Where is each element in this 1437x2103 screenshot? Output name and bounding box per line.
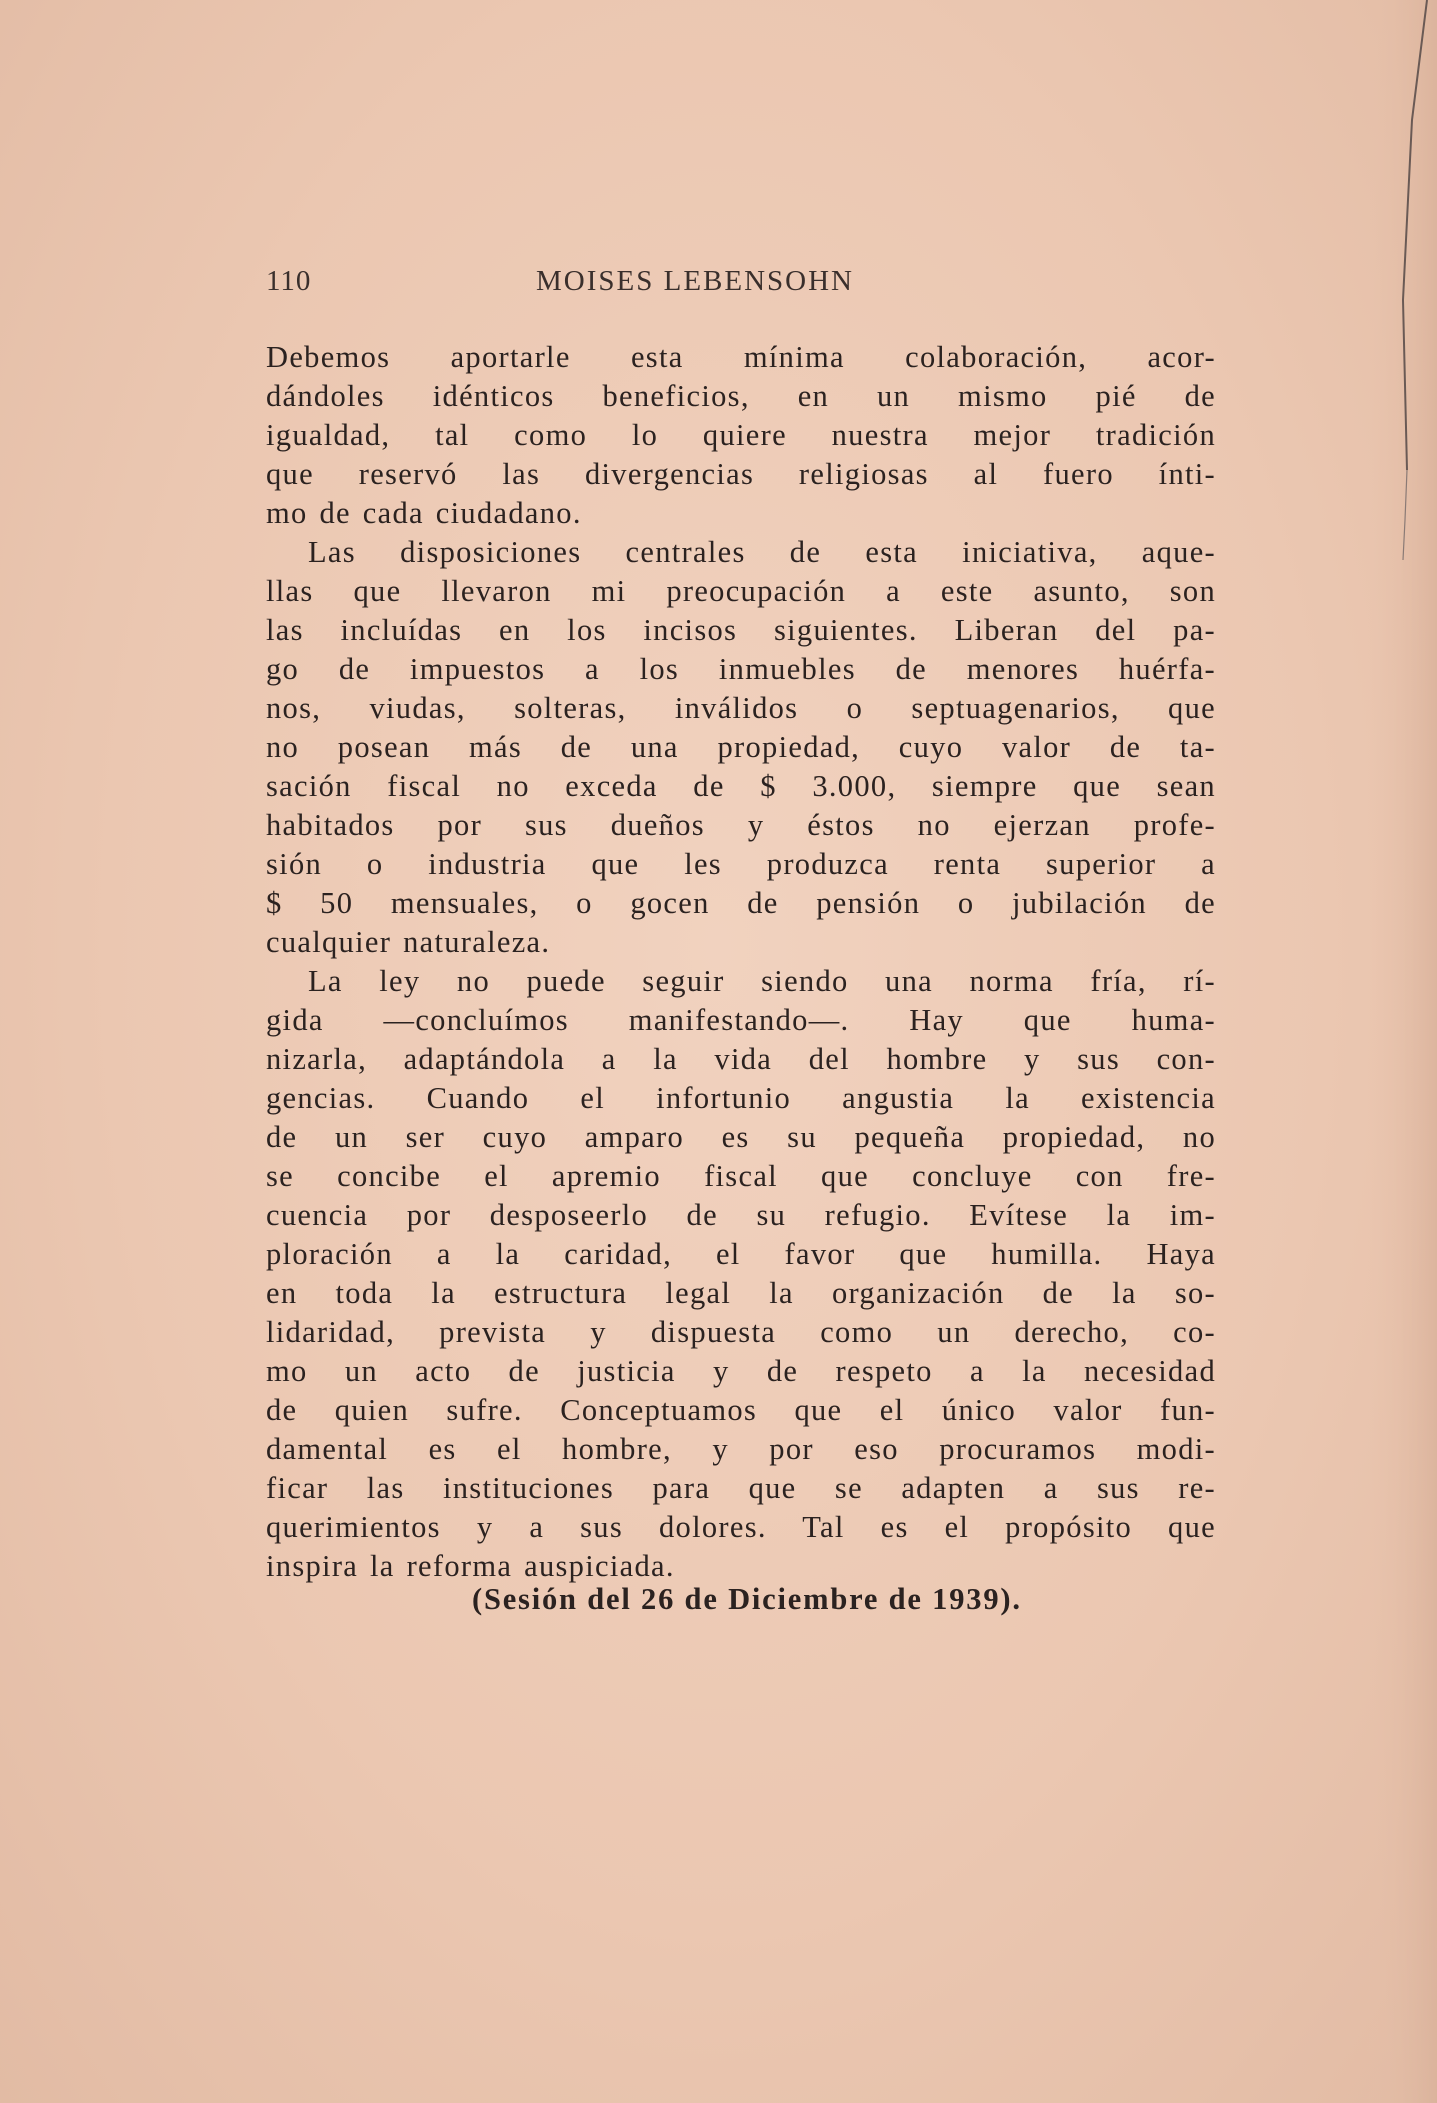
text-line: las incluídas en los incisos siguientes. Liberan del pa- <box>266 613 1216 647</box>
text-line: que reservó las divergencias religiosas al fuero ínti- <box>266 457 1216 491</box>
text-line: querimientos y a sus dolores. Tal es el propósito que <box>266 1510 1216 1544</box>
text-line: go de impuestos a los inmuebles de menores huérfa- <box>266 652 1216 686</box>
text-line: en toda la estructura legal la organización de la so- <box>266 1276 1216 1310</box>
text-line: $ 50 mensuales, o gocen de pensión o jubilación de <box>266 886 1216 920</box>
text-line: La ley no puede seguir siendo una norma fría, rí- <box>308 964 1216 998</box>
text-line: gida —concluímos manifestando—. Hay que huma- <box>266 1003 1216 1037</box>
text-line: sión o industria que les produzca renta superior a <box>266 847 1216 881</box>
text-line: nos, viudas, solteras, inválidos o septuagenarios, que <box>266 691 1216 725</box>
paragraph-1 <box>266 338 1216 533</box>
text-line: nizarla, adaptándola a la vida del hombre y sus con- <box>266 1042 1216 1076</box>
running-header <box>266 265 1226 305</box>
text-line: gencias. Cuando el infortunio angustia la existencia <box>266 1081 1216 1115</box>
text-line: de un ser cuyo amparo es su pequeña propiedad, no <box>266 1120 1216 1154</box>
text-line: damental es el hombre, y por eso procuramos modi- <box>266 1432 1216 1466</box>
text-line: lidaridad, prevista y dispuesta como un derecho, co- <box>266 1315 1216 1349</box>
text-line: ploración a la caridad, el favor que humilla. Haya <box>266 1237 1216 1271</box>
body-text <box>266 338 1216 1586</box>
text-line: sación fiscal no exceda de $ 3.000, siempre que sean <box>266 769 1216 803</box>
text-line: inspira la reforma auspiciada. <box>266 1549 675 1583</box>
text-line: ficar las instituciones para que se adapten a sus re- <box>266 1471 1216 1505</box>
text-line: cuencia por desposeerlo de su refugio. Evítese la im- <box>266 1198 1216 1232</box>
text-line: no posean más de una propiedad, cuyo valor de ta- <box>266 730 1216 764</box>
text-line: dándoles idénticos beneficios, en un mismo pié de <box>266 379 1216 413</box>
text-line: llas que llevaron mi preocupación a este asunto, son <box>266 574 1216 608</box>
text-line: Las disposiciones centrales de esta iniciativa, aque- <box>308 535 1216 569</box>
session-signoff: (Sesión del 26 de Diciembre de 1939). <box>472 1582 1022 1616</box>
text-line: mo un acto de justicia y de respeto a la necesidad <box>266 1354 1216 1388</box>
text-line: mo de cada ciudadano. <box>266 496 582 530</box>
text-line: habitados por sus dueños y éstos no ejerzan profe- <box>266 808 1216 842</box>
running-title: MOISES LEBENSOHN <box>536 265 854 297</box>
paragraph-2 <box>266 533 1216 962</box>
text-line: se concibe el apremio fiscal que concluye con fre- <box>266 1159 1216 1193</box>
page-number: 110 <box>266 265 312 297</box>
paragraph-3 <box>266 962 1216 1586</box>
text-line: de quien sufre. Conceptuamos que el único valor fun- <box>266 1393 1216 1427</box>
page-edge-shadow <box>1367 0 1437 2103</box>
text-line: cualquier naturaleza. <box>266 925 551 959</box>
text-line: igualdad, tal como lo quiere nuestra mejor tradición <box>266 418 1216 452</box>
text-line: Debemos aportarle esta mínima colaboración, acor- <box>266 340 1216 374</box>
